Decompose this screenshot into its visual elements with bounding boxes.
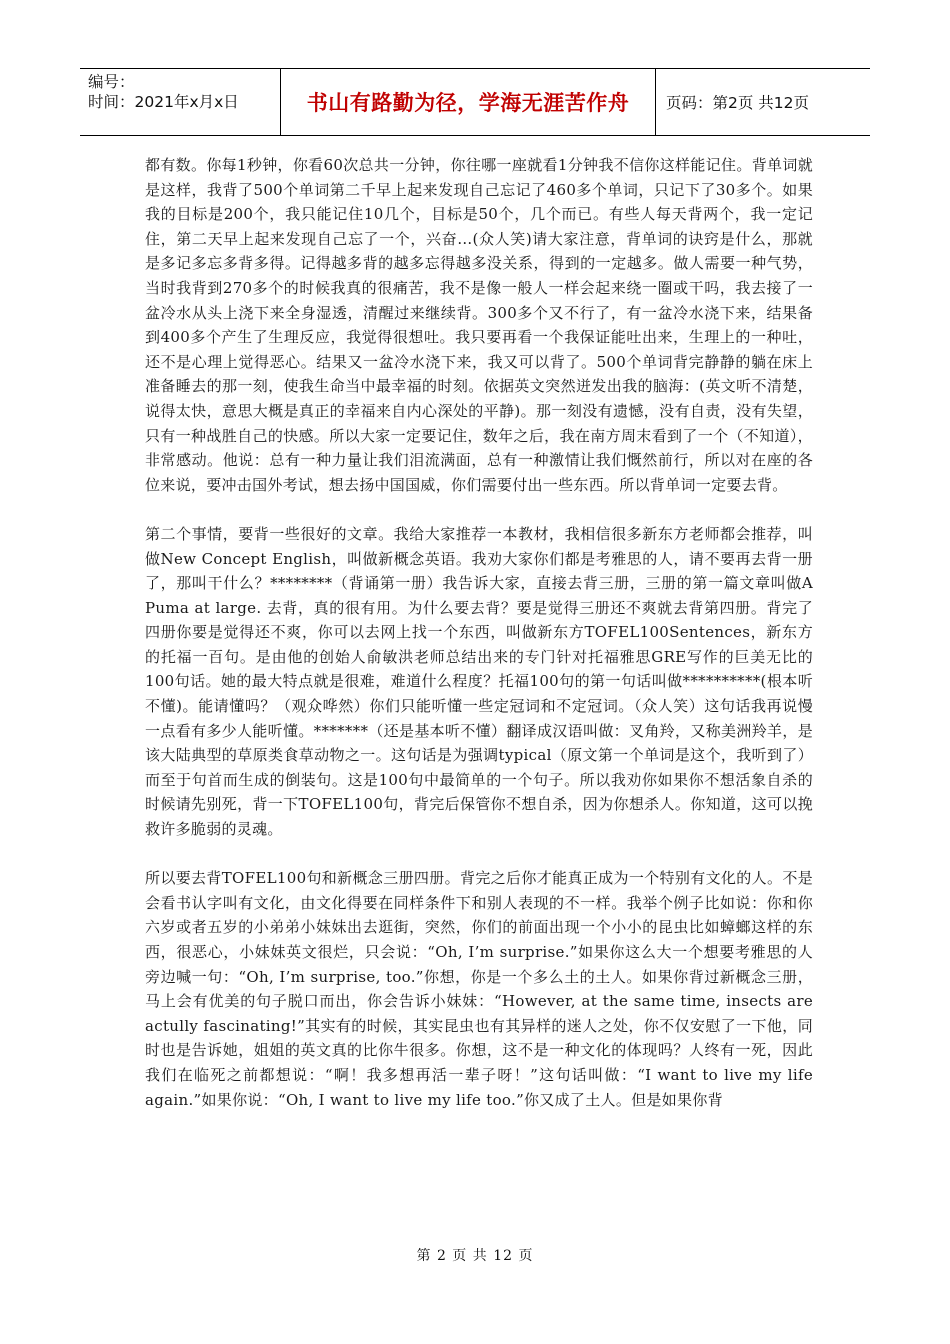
page-footer: 第 2 页 共 12 页 [416, 1248, 534, 1264]
paragraph-gap [145, 842, 813, 867]
body-paragraph-2: 第二个事情，要背一些很好的文章。我给大家推荐一本教材，我相信很多新东方老师都会推荐，叫做New Concept English，叫做新概念英语。我劝大家你们都是考雅思的人，请不要再去背一册了，那叫干什么？********（背诵第一册）我告诉大家，直接去背三册，三册的第一篇文章叫做A Puma at large. 去背，真的很有用。为什么要去背？要是觉得三册还不爽就去背第四册。背完了四册你要是觉得还不爽，你可以去网上找一个东西，叫做新东方TOFEL100Sentences，新东方的托福一百句。是由他的创始人俞敏洪老师总结出来的专门针对托福雅思GRE写作的巨美无比的100句话。她的最大特点就是很难，难道什么程度？托福100句的第一句话叫做**********(根本听不懂)。能请懂吗？（观众哗然）你们只能听懂一些定冠词和不定冠词。（众人笑）这句话我再说慢一点看有多少人能听懂。*******（还是基本听不懂）翻译成汉语叫做：叉角羚，又称美洲羚羊，是该大陆典型的草原类食草动物之一。这句话是为强调typical（原文第一个单词是这个，我听到了）而至于句首而生成的倒装句。这是100句中最简单的一个句子。所以我劝你如果你不想活象自杀的时候请先别死，背一下TOFEL100句，背完后保管你不想自杀，因为你想杀人。你知道，这可以挽救许多脆弱的灵魂。 [145, 524, 813, 839]
paragraph-gap [145, 497, 813, 522]
document-number-label: 编号： [88, 73, 135, 91]
header-page-info: 页码：第2页 共12页 [666, 94, 810, 112]
header-meta-cell [80, 69, 280, 135]
header-motto: 书山有路勤为径，学海无涯苦作舟 [280, 69, 656, 135]
body-paragraph-3: 所以要去背TOFEL100句和新概念三册四册。背完之后你才能真正成为一个特别有文化的人。不是会看书认字叫有文化，由文化得要在同样条件下和别人表现的不一样。我举个例子比如说：你和你六岁或者五岁的小弟弟小妹妹出去逛街，突然，你们的前面出现一个小小的昆虫比如蟑螂这样的东西，很恶心，小妹妹英文很烂，只会说：“Oh, I’m surprise.”如果你这么大一个想要考雅思的人旁边喊一句：“Oh, I’m surprise, too.”你想，你是一个多么土的土人。如果你背过新概念三册，马上会有优美的句子脱口而出，你会告诉小妹妹：“However, at the same time, insects are actully fascinating!”其实有的时候，其实昆虫也有其异样的迷人之处，你不仅安慰了一下他，同时也是告诉她，姐姐的英文真的比你牛很多。你想，这不是一种文化的体现吗？人终有一死，因此我们在临死之前都想说：“啊！我多想再活一辈子呀！”这句话叫做：“I want to live my life again.”如果你说：“Oh, I want to live my life too.”你又成了土人。但是如果你背 [145, 869, 813, 1109]
body-paragraph-1: 都有数。你每1秒钟，你看60次总共一分钟，你往哪一座就看1分钟我不信你这样能记住。背单词就是这样，我背了500个单词第二千早上起来发现自己忘记了460多个单词，只记下了30多个。如果我的目标是200个，我只能记住10几个，目标是50个，几个而已。有些人每天背两个，我一定记住，第二天早上起来发现自己忘了一个，兴奋…(众人笑)请大家注意，背单词的诀窍是什么，那就是多记多忘多背多得。记得越多背的越多忘得越多没关系，得到的一定越多。做人需要一种气势，当时我背到270多个的时候我真的很痛苦，我不是像一般人一样会起来绕一圈或干吗，我去接了一盆冷水从头上浇下来全身湿透，清醒过来继续背。300多个又不行了，有一盆冷水浇下来，结果备到400多个产生了生理反应，我觉得很想吐。我只要再看一个我保证能吐出来，生理上的一种吐，还不是心理上觉得恶心。结果又一盆冷水浇下来，我又可以背了。500个单词背完静静的躺在床上准备睡去的那一刻，使我生命当中最幸福的时刻。依据英文突然迸发出我的脑海：(英文听不清楚，说得太快，意思大概是真正的幸福来自内心深处的平静)。那一刻没有遗憾，没有自责，没有失望，只有一种战胜自己的快感。所以大家一定要记住，数年之后，我在南方周末看到了一个（不知道），非常感动。他说：总有一种力量让我们泪流满面，总有一种激情让我们慨然前行，所以对在座的各位来说，要冲击国外考试，想去扬中国国威，你们需要付出一些东西。所以背单词一定要去背。 [145, 156, 813, 494]
document-header [80, 68, 870, 136]
document-body [145, 153, 813, 1112]
document-time-label: 时间：2021年x月x日 [88, 93, 239, 111]
